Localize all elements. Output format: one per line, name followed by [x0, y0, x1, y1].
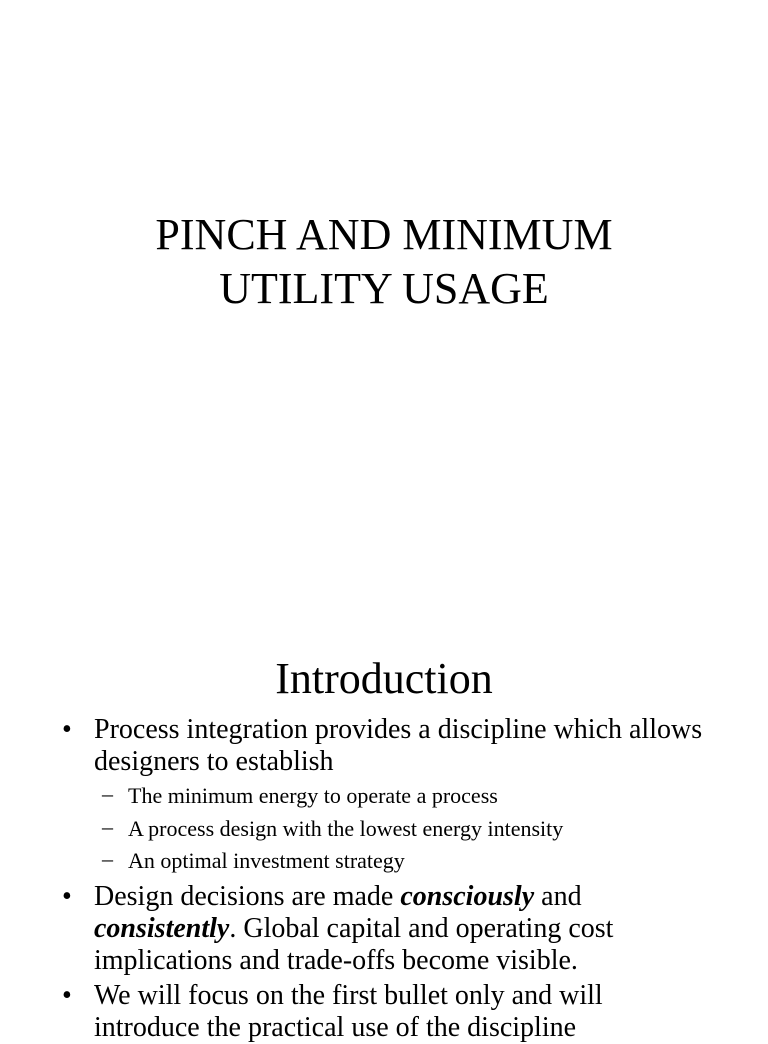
sub-bullet-2-text: A process design with the lowest energy intensity: [128, 815, 564, 841]
emphasis-consistently: consistently: [94, 912, 230, 944]
slide-title-line-2: UTILITY USAGE: [219, 264, 549, 313]
sub-bullet-item-1: [0, 780, 708, 813]
slide-title-line-1: PINCH AND MINIMUM: [155, 210, 613, 259]
bullet-2-text-part-3: . Global capital and operating cost implications and trade-offs become visible.: [94, 912, 614, 976]
dash-icon: –: [102, 846, 113, 871]
bullet-icon: •: [62, 979, 72, 1011]
bullet-list: [0, 714, 768, 1044]
slide-title: [0, 208, 768, 316]
dash-icon: –: [102, 781, 113, 806]
bullet-icon: •: [62, 880, 72, 912]
bullet-item-3: [0, 980, 768, 1044]
sub-bullet-3-text: An optimal investment strategy: [128, 848, 405, 873]
emphasis-consciously: consciously: [400, 880, 535, 912]
bullet-1-text: Process integration provides a discipline which allows designers to establish: [94, 714, 703, 777]
introduction-heading: Introduction: [275, 654, 493, 703]
sub-bullet-item-2: [0, 813, 708, 846]
sub-bullet-item-3: [0, 845, 708, 878]
bullet-icon: •: [62, 714, 72, 745]
sub-bullet-list: [94, 780, 708, 878]
dash-icon: –: [102, 813, 113, 839]
bullet-2-text-part-1: Design decisions are made: [94, 880, 401, 912]
bullet-3-text: We will focus on the first bullet only and will introduce the practical use of the discipline: [94, 979, 603, 1043]
bullet-item-2: [0, 881, 768, 977]
bullet-item-1: [0, 714, 768, 878]
sub-bullet-1-text: The minimum energy to operate a process: [128, 783, 498, 808]
bullet-2-text-part-2: and: [534, 880, 582, 912]
introduction-slide: [0, 620, 768, 1043]
